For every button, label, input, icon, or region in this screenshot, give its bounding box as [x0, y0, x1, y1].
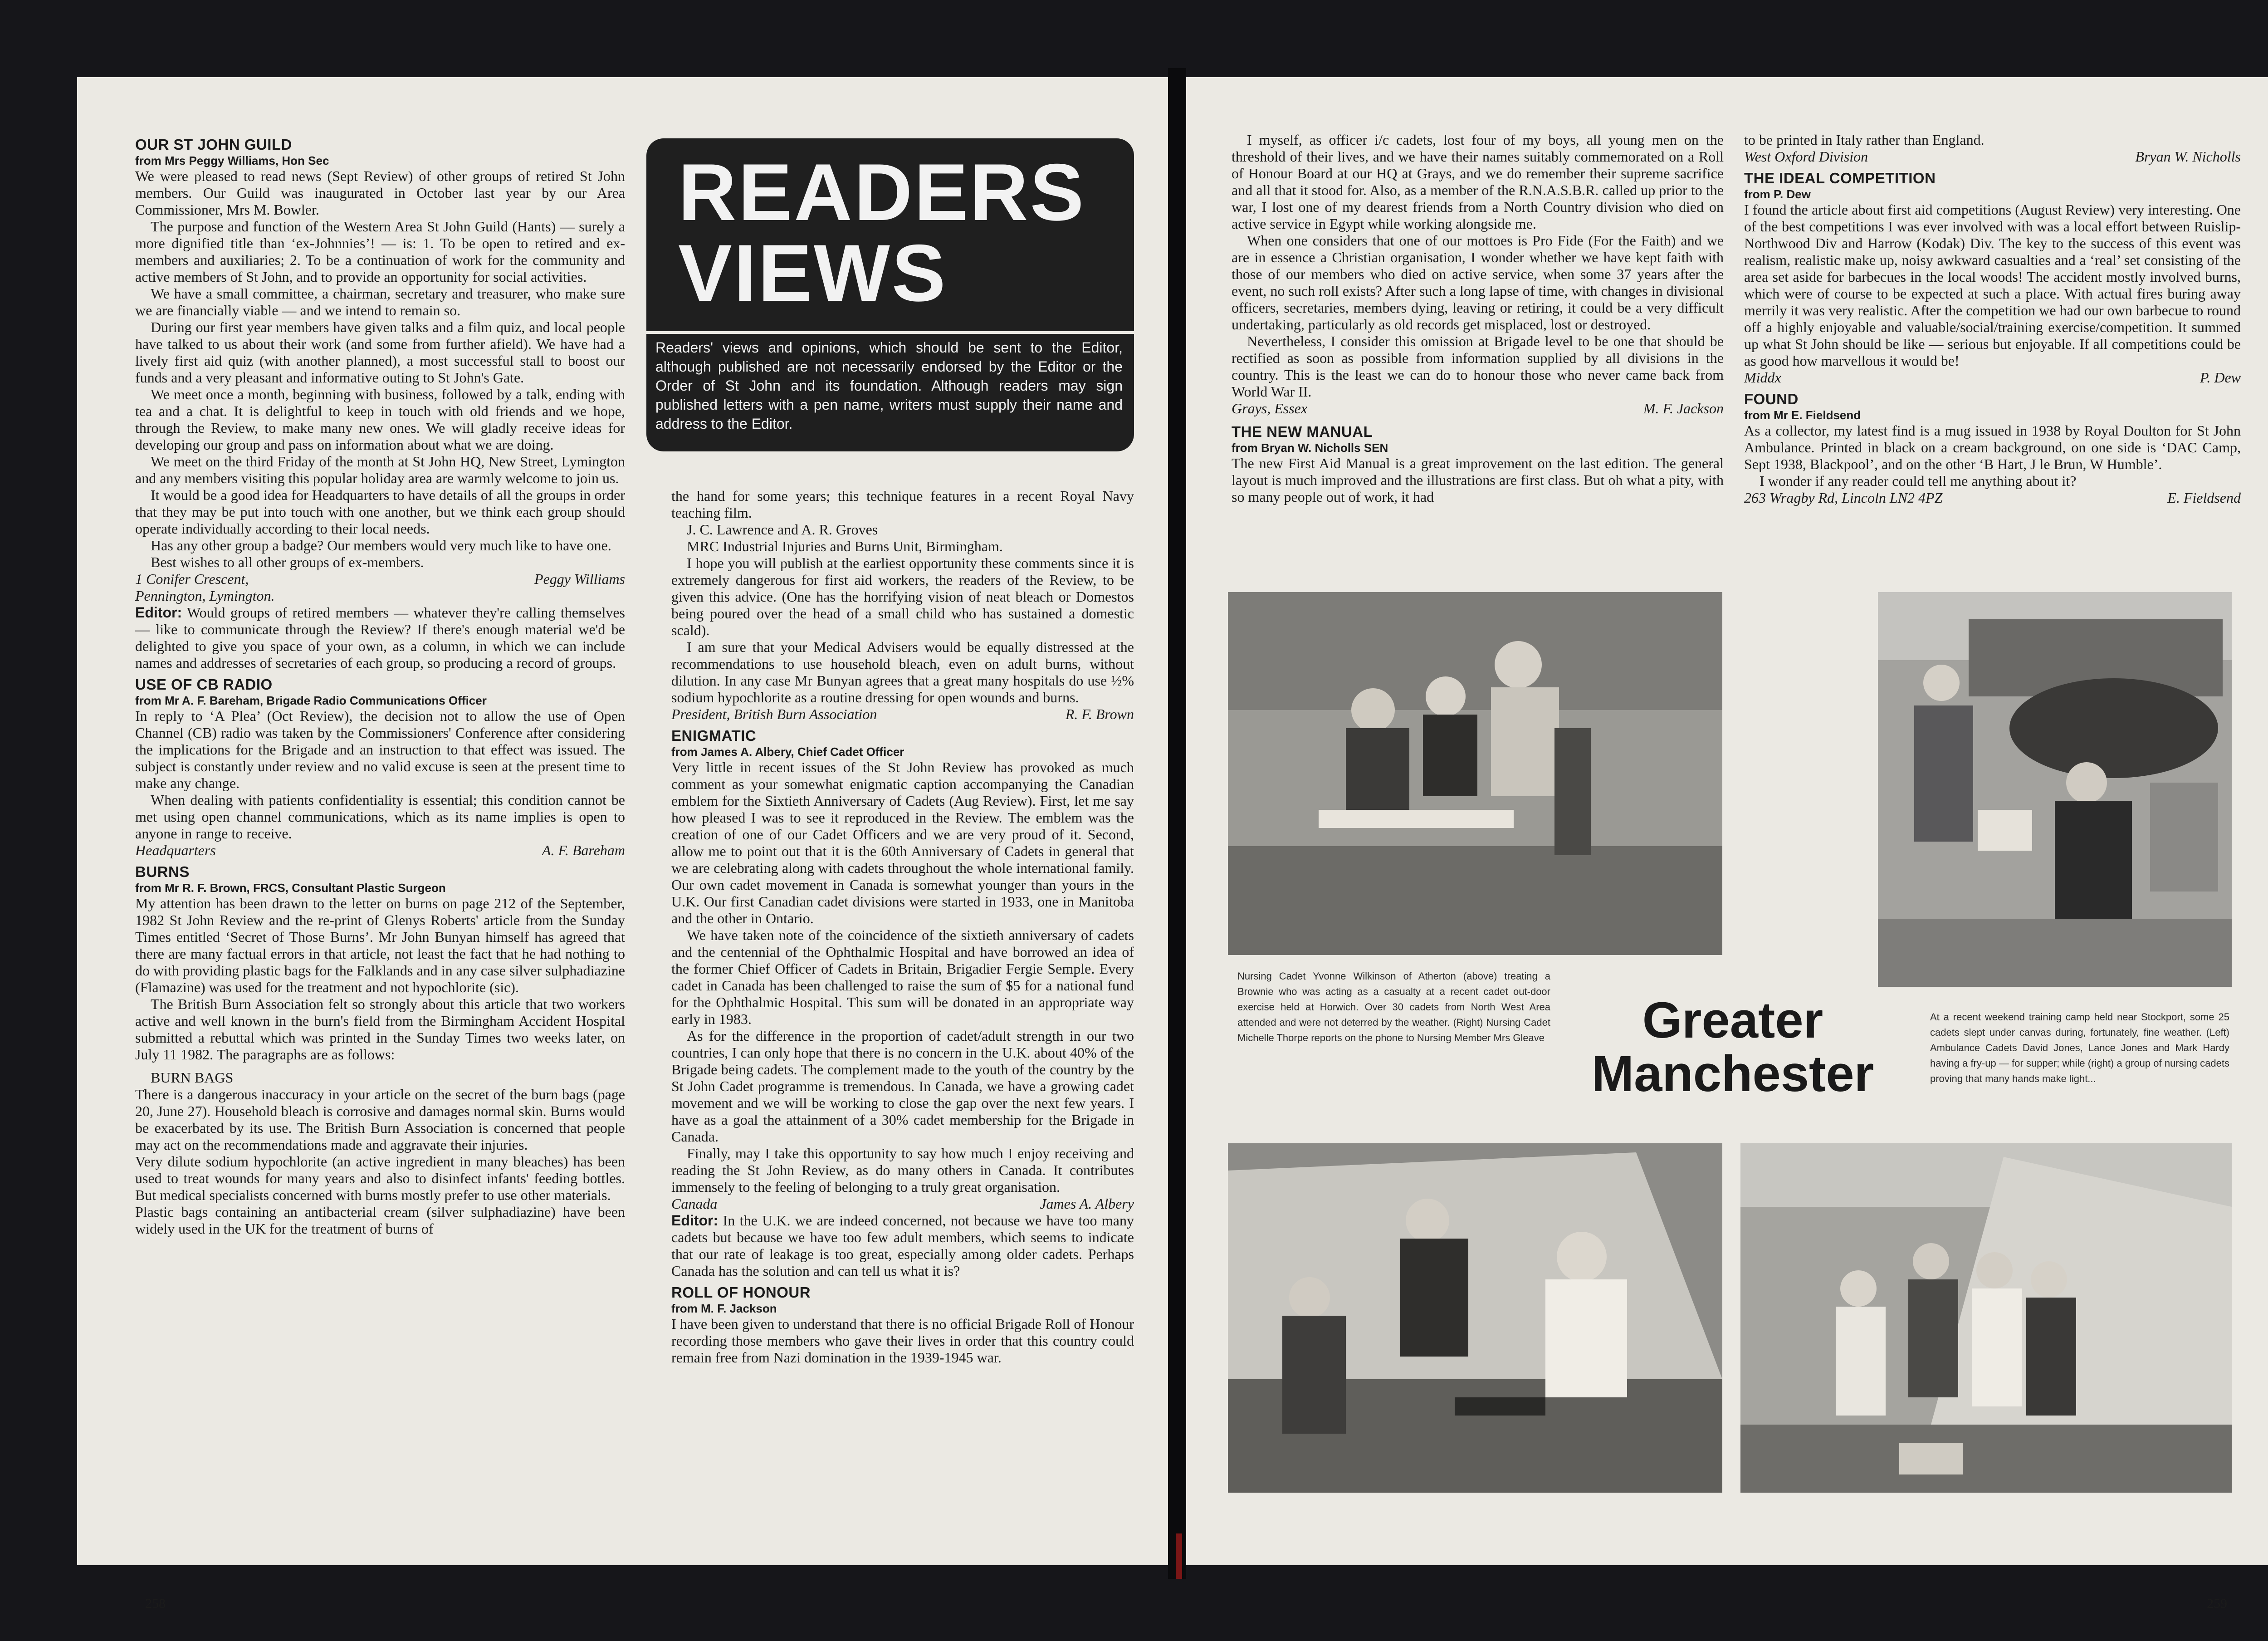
editor-note-text: In the U.K. we are indeed concerned, not because we have too many cadets but because we have too few adult members, which seems to indicate that our rate of leakage is too great, especially among older cadets. Perhaps Canada has the solution and can tell us what it is?	[671, 1212, 1134, 1279]
guild-signatory: Peggy Williams	[534, 571, 625, 587]
manual-paragraph: to be printed in Italy rather than England.	[1744, 132, 1984, 148]
manual-heading: THE NEW MANUAL	[1232, 423, 1373, 440]
photo-nursing-cadets-tent	[1740, 1143, 2232, 1493]
guild-heading: OUR ST JOHN GUILD	[135, 136, 292, 153]
bookmark-ribbon	[1176, 1533, 1182, 1579]
ideal-location: Middx	[1744, 369, 1781, 386]
page-number: 258	[145, 1596, 166, 1611]
manual-author: from Bryan W. Nicholls SEN	[1232, 441, 1388, 455]
caption-left: Nursing Cadet Yvonne Wilkinson of Atherton (above) treating a Brownie who was acting as a casualty at a recent cadet out-door exercise held at Horwich. Over 30 cadets from North West Area attended and were not deterred by the weather. (Right) Nursing Cadet Michelle Thorpe reports on the phone to Nursing Member Mrs Gleave	[1237, 970, 1550, 1043]
burns-signatory: R. F. Brown	[1065, 706, 1134, 722]
found-author: from Mr E. Fieldsend	[1744, 408, 1861, 422]
banner-intro: Readers' views and opinions, which should be sent to the Editor, although published are not necessarily endorsed by the Editor or the Order of St John and its foundation. Although readers may sign published letters with a pen name, writers must supply their name and address to the Editor.	[655, 339, 1123, 432]
page-number: 259	[2207, 1596, 2227, 1611]
found-signatory: E. Fieldsend	[2167, 490, 2241, 506]
quoted-paragraph: There is a dangerous inaccuracy in your article on the secret of the burn bags (page 20, June 27). Household bleach is corrosive and damages normal skin. Burns would be exacerbated by its use. The British Burn Association is concerned that people may act on the recommendations made and aggravate their injuries.	[135, 1086, 625, 1153]
roll-location: Grays, Essex	[1232, 400, 1308, 416]
ideal-heading: THE IDEAL COMPETITION	[1744, 170, 1936, 186]
photo-cadet-on-phone	[1878, 592, 2232, 987]
guild-address-line2: Pennington, Lymington.	[135, 588, 275, 604]
enigmatic-paragraph: As for the difference in the proportion of cadet/adult strength in our two countries, I can only hope that there is no concern in the U.K. about 40% of the Brigade being cadets. The complement made to the youth of the country by the St John Cadet programme is tremendous. In Canada, we have a growing cadet movement and we will be working to close the gap over the next few years. I have as a goal the attainment of a 30% cadet membership for the Brigade in Canada.	[671, 1028, 1134, 1145]
guild-paragraph: It would be a good idea for Headquarters to have details of all the groups in order that they may be put into touch with one another, but we think each group should operate individually according to their local needs.	[135, 487, 625, 537]
found-paragraph: As a collector, my latest find is a mug issued in 1938 by Royal Doulton for St John Ambulance. Printed in black on a cream background, on one side is ‘DAC Camp, Sept 1938, Blackpool’, and on the other ‘B Hart, J le Brun, W Humble’.	[1744, 422, 2241, 472]
editor-label: Editor:	[671, 1212, 719, 1229]
enigmatic-author: from James A. Albery, Chief Cadet Officer	[671, 745, 904, 759]
guild-paragraph: We have a small committee, a chairman, secretary and treasurer, who make sure we are financially viable — and we intend to remain so.	[135, 285, 625, 318]
quoted-affiliation: MRC Industrial Injuries and Burns Unit, Birmingham.	[687, 538, 1003, 554]
feature-title-line: Manchester	[1591, 1045, 1874, 1102]
ideal-author: from P. Dew	[1744, 187, 1811, 201]
guild-author: from Mrs Peggy Williams, Hon Sec	[135, 154, 329, 167]
enigmatic-paragraph: Finally, may I take this opportunity to say how much I enjoy receiving and reading the St John Review, as do many others in Canada. It contributes immensely to the feeling of belonging to a truly great organisation.	[671, 1145, 1134, 1195]
found-paragraph: I wonder if any reader could tell me anything about it?	[1760, 473, 2077, 489]
quoted-heading: BURN BAGS	[151, 1069, 234, 1086]
quoted-paragraph: Plastic bags containing an antibacterial cream (silver sulphadiazine) have been widely used in the UK for the treatment of burns of	[135, 1204, 625, 1237]
guild-paragraph: Has any other group a badge? Our members would very much like to have one.	[151, 537, 611, 554]
right-column-2	[1744, 132, 2241, 506]
cb-author: from Mr A. F. Bareham, Brigade Radio Communications Officer	[135, 694, 487, 707]
quoted-paragraph: the hand for some years; this technique features in a recent Royal Navy teaching film.	[671, 488, 1134, 521]
left-column-2	[671, 488, 1134, 1366]
manual-location: West Oxford Division	[1744, 148, 1868, 165]
guild-signature	[135, 571, 625, 588]
quoted-paragraph: Very dilute sodium hypochlorite (an active ingredient in many bleaches) has been used to treat wounds for many years and also to disinfect infants' feeding bottles. But medical specialists concerned with burns mostly prefer to use other materials.	[135, 1153, 625, 1203]
enigmatic-signature	[671, 1195, 1134, 1212]
guild-address-line1: 1 Conifer Crescent,	[135, 571, 249, 587]
greater-manchester-title	[1569, 994, 1896, 1101]
cb-heading: USE OF CB RADIO	[135, 676, 273, 693]
banner-title-line: VIEWS	[678, 228, 948, 318]
guild-paragraph: We were pleased to read news (Sept Review) of other groups of retired St John members. Our Guild was inaugurated in October last year by our Area Commissioner, Mrs M. Bowler.	[135, 168, 625, 218]
found-address: 263 Wragby Rd, Lincoln LN2 4PZ	[1744, 490, 1943, 506]
ideal-paragraph: I found the article about first aid competitions (August Review) very interesting. One of the best competitions I was ever involved with was a local effort between Ruislip-Northwood Div and Harrow (Kodak) Div. The key to the success of this event was realism, realistic make up, noisy awkward casualties and a ‘real’ set consisting of the area set aside for barbecues in the local woods! The accident mostly involved burns, which were of course to be expected at such a place. With actual fires buring away merrily it was very realistic. After the competition we had our own barbecue to round off a highly enjoyable and valuable/social/training exercise/competition. It summed up what St John should be like — serious but enjoyable. If all competitions could be as good how marvellous it would be!	[1744, 201, 2241, 369]
cb-paragraph: In reply to ‘A Plea’ (Oct Review), the decision not to allow the use of Open Channel (CB) radio was taken by the Commissioners' Conference after considering the implications for the Brigade and an instruction to that effect was issued. The subject is constantly under review and no valid excuse is seen at the present time to make any change.	[135, 708, 625, 791]
feature-title-line: Greater	[1642, 992, 1823, 1048]
burns-paragraph: My attention has been drawn to the letter on burns on page 212 of the September, 1982 St John Review and the re-print of Glenys Roberts' article from the Sunday Times entitled ‘Secret of Those Burns’. Mr John Bunyan himself has agreed that there are many factual errors in that article, not least the fact that he had nothing to do with providing plastic bags for the Falklands and in any case silver sulphadiazine (Flamazine) was used for the treatment and not hypochlorite (sic).	[135, 895, 625, 995]
found-heading: FOUND	[1744, 391, 1799, 407]
guild-paragraph: The purpose and function of the Western Area St John Guild (Hants) — surely a more dignified title than ‘ex-Johnnies’! — is: 1. To be open to retired and ex-members and auxiliaries; 2. To be a continuation of work for the community and active members of St John, and to provide an opportunity for social activities.	[135, 218, 625, 285]
editor-note-text: Would groups of retired members — whatever they're calling themselves — like to communicate through the Review? If there's enough material we'd be delighted to give you space of your own, as a column, in which we can include names and addresses of secretaries of each group, so producing a record of groups.	[135, 604, 626, 671]
readers-views-banner	[646, 138, 1134, 451]
guild-editor-note	[135, 604, 625, 671]
banner-title-line: READERS	[678, 147, 1086, 237]
manual-signatory: Bryan W. Nicholls	[2135, 148, 2241, 165]
burns-affiliation: President, British Burn Association	[671, 706, 877, 722]
burns-paragraph: I am sure that your Medical Advisers would be equally distressed at the recommendations to use household bleach, even on adult burns, without dilution. In any case Mr Bunyan agrees that a great many hospitals do use ½% sodium hypochlorite as a routine dressing for open wounds and burns.	[671, 639, 1134, 705]
banner-divider	[646, 331, 1134, 334]
cb-paragraph: When dealing with patients confidentiality is essential; this condition cannot be met using open channel communications, which as its name implies is open to anyone in range to receive.	[135, 792, 625, 842]
roll-paragraph: I have been given to understand that there is no official Brigade Roll of Honour recording those members who gave their lives in order that this country could remain free from Nazi domination in the 1939-1945 war.	[671, 1316, 1134, 1366]
ideal-signatory: P. Dew	[2200, 369, 2241, 386]
guild-paragraph: We meet on the third Friday of the month at St John HQ, New Street, Lymington and any members visiting this popular holiday area are warmly welcome to join us.	[135, 453, 625, 486]
manual-paragraph: The new First Aid Manual is a great improvement on the last edition. The general layout is much improved and the illustrations are first class. But oh what a pity, with so many people out of work, it had	[1232, 455, 1724, 505]
enigmatic-editor-note	[671, 1212, 1134, 1279]
guild-address	[135, 588, 625, 604]
cb-signature	[135, 842, 625, 859]
right-column-1	[1232, 132, 1724, 505]
spine-gutter	[1168, 68, 1186, 1579]
roll-paragraph: I myself, as officer i/c cadets, lost four of my boys, all young men on the threshold of their lives, and we have their names suitably commemorated on a Roll of Honour Board at our HQ at Grays, and we do remember their supreme sacrifice and all that it stood for. Also, as a member of the R.N.A.S.B.R. called up prior to the war, I lost one of my dearest friends from a North Country division who died on active service in Egypt while working alongside me.	[1232, 132, 1724, 232]
guild-paragraph: Best wishes to all other groups of ex-members.	[151, 554, 424, 570]
enigmatic-location: Canada	[671, 1195, 718, 1212]
roll-signatory: M. F. Jackson	[1643, 400, 1724, 416]
burns-heading: BURNS	[135, 863, 190, 880]
enigmatic-heading: ENIGMATIC	[671, 727, 757, 744]
enigmatic-signatory: James A. Albery	[1040, 1195, 1134, 1212]
burns-signature	[671, 706, 1134, 723]
photo-ambulance-cadets-fry-up	[1228, 1143, 1722, 1493]
banner-title	[678, 147, 1086, 318]
enigmatic-paragraph: We have taken note of the coincidence of the sixtieth anniversary of cadets and the centennial of the Ophthalmic Hospital and have borrowed an idea of the former Chief Officer of Cadets in Britain, Brigadier Fergie Semple. Every cadet in Canada has been challenged to raise the sum of $5 for a national fund for the Ophthalmic Hospital. This sum will be donated in an appropriate way early in 1983.	[671, 927, 1134, 1027]
roll-signature	[1232, 400, 1724, 417]
roll-author: from M. F. Jackson	[671, 1302, 777, 1315]
roll-heading: ROLL OF HONOUR	[671, 1284, 811, 1301]
manual-signature	[1744, 148, 2241, 165]
enigmatic-paragraph: Very little in recent issues of the St John Review has provoked as much comment as your somewhat enigmatic caption accompanying the Canadian emblem for the Sixtieth Anniversary of Cadets (Aug Review). First, let me say how pleased I was to see it reproduced in the Review. The emblem was the creation of one of our Cadet Officers and we are very proud of it. Second, allow me to point out that it is the 60th Anniversary of Cadets in general that we are celebrating along with cadets throughout the whole international family. Our own cadet movement in Canada is somewhat younger than yours in the U.K. Our first Canadian cadet divisions were started in 1933, one in Manitoba and the other in Ontario.	[671, 759, 1134, 926]
roll-paragraph: Nevertheless, I consider this omission at Brigade level to be one that should be rectified as soon as possible from information supplied by all divisions in the country. This is the least we can do to honour those who never came back from World War II.	[1232, 333, 1724, 400]
ideal-signature	[1744, 369, 2241, 386]
found-signature	[1744, 490, 2241, 506]
cb-signatory: A. F. Bareham	[542, 842, 625, 858]
roll-paragraph: When one considers that one of our mottoes is Pro Fide (For the Faith) and we are in essence a Christian organisation, I wonder whether we have kept faith with those of our members who died on active service, when some 37 years after the event, no such roll exists? After such a long lapse of time, with changes in divisional officers, secretaries, members dying, leaving or retiring, it could be a very difficult undertaking, particularly as old records get misplaced, lost or destroyed.	[1232, 232, 1724, 333]
quoted-signatories: J. C. Lawrence and A. R. Groves	[687, 521, 878, 538]
photo-cadet-treating-brownie	[1228, 592, 1722, 955]
burns-author: from Mr R. F. Brown, FRCS, Consultant Plastic Surgeon	[135, 881, 446, 895]
left-column-1	[135, 136, 625, 1237]
editor-label: Editor:	[135, 604, 182, 621]
left-page	[77, 77, 1168, 1611]
burns-paragraph: I hope you will publish at the earliest opportunity these comments since it is extremely dangerous for first aid workers, the readers of the Review, to be given this advice. (One has the horrifying vision of neat bleach or Domestos being poured over the head of a small child who has sustained a domestic scald).	[671, 555, 1134, 638]
caption-right: At a recent weekend training camp held near Stockport, some 25 cadets slept under canvas during, fortunately, fine weather. (Left) Ambulance Cadets David Jones, Lance Jones and Mark Hardy having a fry-up — for supper; while (right) a group of nursing cadets proving that many hands make light...	[1930, 1011, 2229, 1084]
guild-paragraph: We meet once a month, beginning with business, followed by a talk, ending with tea and a chat. It is delightful to keep in touch with old friends and we hope, through the Review, to make many new ones. We will gladly receive ideas for developing our group and pass on information about what we are doing.	[135, 386, 625, 453]
burns-paragraph: The British Burn Association felt so strongly about this article that two workers active and well known in the burn's field from the Birmingham Accident Hospital submitted a rebuttal which was printed in the Sunday Times two weeks later, on July 11 1982. The paragraphs are as follows:	[135, 996, 625, 1063]
cb-location: Headquarters	[135, 842, 216, 858]
guild-paragraph: During our first year members have given talks and a film quiz, and local people have talked to us about their work (and some from further afield). We have had a lively first aid quiz (with another planned), a most successful stall to boost our funds and a very pleasant and informative outing to St John's Gate.	[135, 319, 625, 386]
